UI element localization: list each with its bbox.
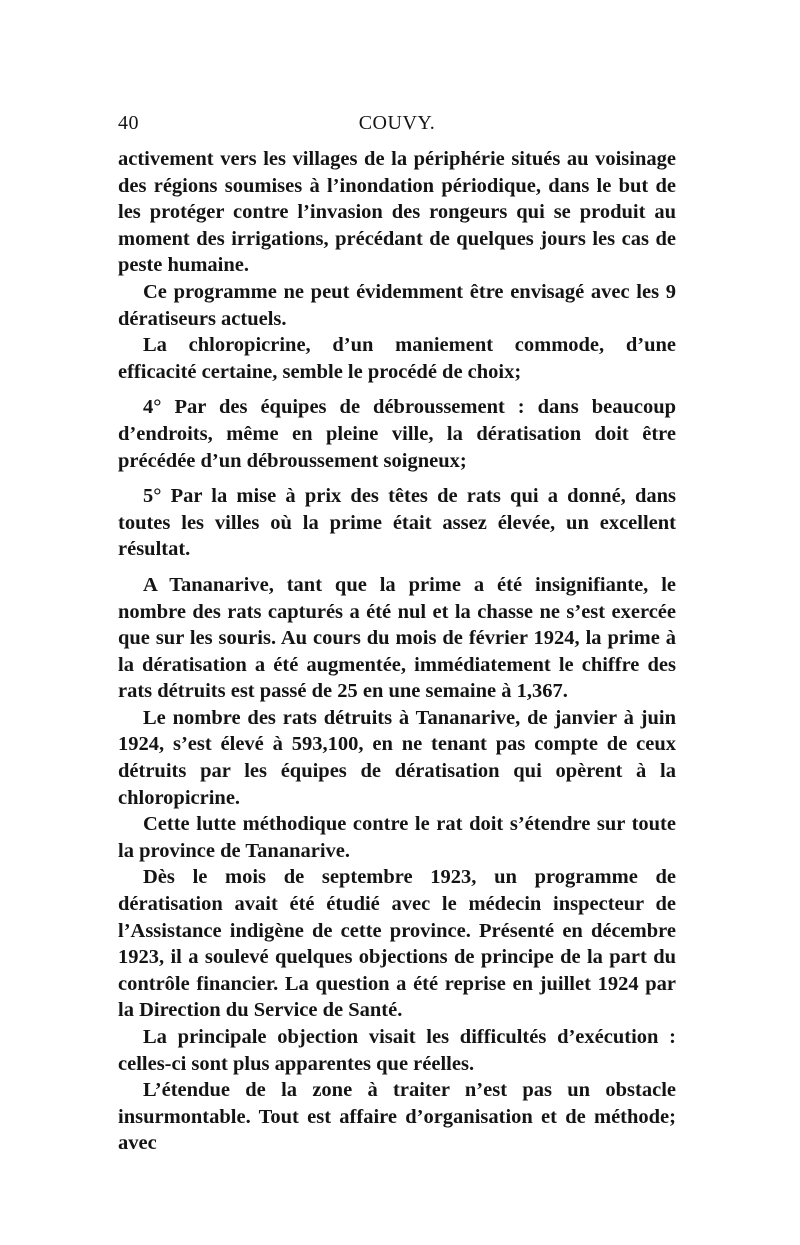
list-item-4: 4° Par des équipes de débroussement : dans beaucoup d’endroits, même en pleine ville, la dératisation doit être précédée d’un débroussement soigneux; (118, 396, 676, 472)
paragraph: La principale objection visait les difficultés d’exécution : celles-ci sont plus apparentes que réelles. (118, 1026, 676, 1075)
page-header (118, 112, 676, 138)
paragraph: Ce programme ne peut évidemment être envisagé avec les 9 dératiseurs actuels. (118, 280, 676, 330)
paragraph: A Tananarive, tant que la prime a été insignifiante, le nombre des rats capturés a été nul et la chasse ne s’est exercée que sur les souris. Au cours du mois de février 1924, la prime à la dératisation a été augmentée, immédiatement le chiffre des rats détruits est passé de 25 en une semaine à 1,367. (118, 573, 676, 703)
paragraph-continuation: activement vers les villages de la périphérie situés au voisinage des régions soumises à l’inondation périodique, dans le but de les protéger contre l’invasion des rongeurs qui se produit au moment des irrigations, précédant de quelques jours les cas de peste humaine. (118, 148, 676, 277)
paragraph: La chloropicrine, d’un maniement commode, d’une efficacité certaine, semble le procédé de choix; (118, 334, 676, 383)
page-number: 40 (118, 112, 139, 134)
list-item-5: 5° Par la mise à prix des têtes de rats qui a donné, dans toutes les villes où la prime était assez élevée, un excellent résultat. (118, 485, 676, 561)
running-head: COUVY. (358, 112, 436, 134)
paragraph: Cette lutte méthodique contre le rat doit s’étendre sur toute la province de Tananarive. (118, 813, 676, 862)
paragraph: L’étendue de la zone à traiter n’est pas un obstacle insurmontable. Tout est affaire d’organisation et de méthode; avec (118, 1079, 676, 1155)
paragraph: Le nombre des rats détruits à Tananarive, de janvier à juin 1924, s’est élevé à 593,100, en ne tenant pas compte de ceux détruits par les équipes de dératisation qui opèrent à la chloropicrine. (118, 706, 676, 809)
body-text (118, 146, 676, 1157)
paragraph: Dès le mois de septembre 1923, un programme de dératisation avait été étudié avec le médecin inspecteur de l’Assistance indigène de cette province. Présenté en décembre 1923, il a soulevé quelques objections de principe de la part du contrôle financier. La question a été reprise en juillet 1924 par la Direction du Service de Santé. (118, 866, 676, 1022)
